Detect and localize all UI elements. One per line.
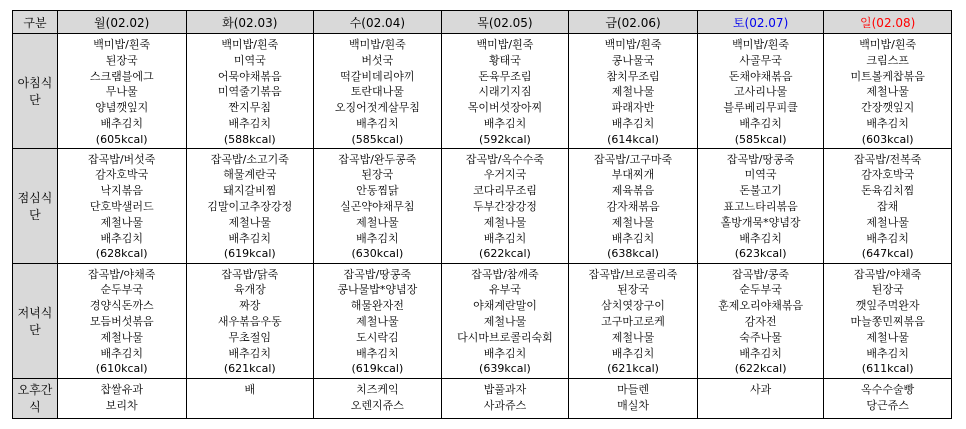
menu-item: 제철나물: [483, 314, 527, 328]
menu-item: (585kcal): [351, 132, 404, 146]
menu-item: 제철나물: [356, 314, 399, 328]
menu-item: 백미밥/흰죽: [859, 38, 917, 51]
weekly-meal-menu-table: [12, 10, 952, 419]
menu-item: 배추김치: [739, 116, 782, 130]
menu-cell-fri: [569, 148, 698, 263]
menu-item: 짜장: [239, 299, 261, 313]
menu-item: 제철나물: [866, 215, 909, 229]
menu-item: 황태국: [489, 53, 521, 67]
menu-cell-tue: [186, 263, 314, 378]
menu-item: 감자호박국: [861, 168, 915, 182]
menu-item: 잡곡밥/브로콜리죽: [588, 267, 678, 281]
day-header-tue: 화(02.03): [186, 11, 314, 34]
menu-item: (585kcal): [734, 132, 787, 146]
menu-item: (621kcal): [607, 362, 659, 376]
menu-item: 유부국: [489, 283, 521, 297]
menu-item: 훈제오리야채볶음: [718, 299, 804, 313]
menu-item: 매실차: [617, 398, 649, 412]
menu-item: 사과쥬스: [483, 398, 527, 412]
menu-item: 부대찌개: [611, 168, 655, 182]
menu-cell-tue: [186, 378, 314, 418]
menu-item: 배추김치: [356, 231, 399, 245]
menu-item: 배추김치: [356, 116, 399, 130]
menu-cell-sat: [697, 148, 824, 263]
day-header-thu: 목(02.05): [441, 11, 569, 34]
menu-item: 잡곡밥/전복죽: [853, 152, 922, 166]
day-header-fri: 금(02.06): [569, 11, 698, 34]
menu-item: (611kcal): [861, 362, 914, 376]
menu-item: 잡곡밥/참깨죽: [471, 267, 539, 281]
menu-item: 경양식돈까스: [89, 299, 154, 313]
menu-item: 스크램블에그: [89, 69, 154, 83]
menu-item: 해물계란국: [223, 168, 277, 182]
menu-item: 실곤약야채무침: [340, 199, 415, 213]
menu-cell-thu: [441, 148, 569, 263]
menu-cell-wed: [314, 34, 442, 149]
menu-cell-mon: [57, 34, 186, 149]
menu-cell-fri: [569, 378, 698, 418]
menu-item: 제육볶음: [611, 184, 655, 198]
menu-item: 된장국: [361, 168, 394, 182]
breakfast-row: [13, 34, 952, 149]
meal-row-header: 아침식단: [13, 34, 58, 149]
menu-item: 사골무국: [739, 53, 782, 67]
menu-item: 미역국: [233, 53, 266, 67]
menu-item: (639kcal): [479, 362, 531, 376]
menu-item: 된장국: [617, 283, 649, 297]
menu-item: 배추김치: [739, 231, 782, 245]
menu-cell-sun: [824, 378, 952, 418]
menu-cell-sun: [824, 263, 952, 378]
menu-item: (623kcal): [734, 247, 787, 261]
menu-item: 배추김치: [611, 116, 655, 130]
menu-cell-mon: [57, 263, 186, 378]
menu-item: 단호박샐러드: [89, 199, 154, 213]
meal-row-header: 저녁식단: [13, 263, 58, 378]
menu-item: 배추김치: [866, 116, 909, 130]
menu-item: 홀방개묵*양념장: [720, 215, 801, 229]
menu-item: (603kcal): [861, 132, 914, 146]
menu-item: 배추김치: [228, 231, 272, 245]
menu-item: 된장국: [105, 53, 138, 67]
menu-item: 제철나물: [611, 330, 655, 344]
menu-item: (647kcal): [861, 247, 914, 261]
menu-item: (592kcal): [479, 132, 531, 146]
menu-item: 배추김치: [611, 346, 655, 360]
menu-item: 숙주나물: [739, 330, 782, 344]
menu-item: 배추김치: [483, 116, 527, 130]
menu-item: 잡곡밥/땅콩죽: [343, 267, 412, 281]
menu-item: 무나물: [105, 85, 138, 99]
menu-item: 야채계란말이: [473, 299, 537, 313]
menu-item: 오징어젓게살무침: [334, 101, 420, 115]
menu-item: 보리차: [105, 398, 138, 412]
menu-item: 고사리나물: [734, 85, 788, 99]
snack-row: [13, 378, 952, 418]
menu-item: 김말이고추장강정: [207, 199, 293, 213]
menu-item: 백미밥/흰죽: [604, 38, 662, 51]
menu-cell-fri: [569, 34, 698, 149]
menu-item: 감자호박국: [95, 168, 149, 182]
menu-item: 깻잎주먹완자: [855, 299, 920, 313]
menu-cell-fri: [569, 263, 698, 378]
menu-item: 제철나물: [100, 330, 143, 344]
menu-cell-sun: [824, 34, 952, 149]
menu-item: 돼지갈비찜: [223, 184, 277, 198]
menu-item: 짠지무침: [228, 101, 272, 115]
menu-item: 제철나물: [483, 215, 527, 229]
menu-item: 배추김치: [228, 346, 272, 360]
menu-item: 잡채: [877, 199, 899, 213]
menu-item: 삼치엿장구이: [601, 299, 665, 313]
corner-header: 구분: [13, 11, 58, 34]
menu-item: 당근쥬스: [866, 398, 909, 412]
menu-item: 양념깻잎지: [95, 101, 149, 115]
menu-item: 우거지국: [483, 168, 527, 182]
menu-item: 돈육무조림: [478, 69, 532, 83]
menu-item: 표고느타리볶음: [723, 199, 798, 213]
menu-cell-mon: [57, 378, 186, 418]
menu-item: 배추김치: [483, 231, 527, 245]
day-header-mon: 월(02.02): [57, 11, 186, 34]
menu-cell-sun: [824, 148, 952, 263]
menu-item: (622kcal): [734, 362, 787, 376]
menu-item: 오렌지쥬스: [350, 398, 404, 412]
menu-item: 밥풀과자: [483, 382, 527, 396]
menu-item: 제철나물: [228, 215, 272, 229]
menu-cell-sat: [697, 378, 824, 418]
menu-item: (630kcal): [351, 247, 404, 261]
header-row: [13, 11, 952, 34]
menu-item: 제철나물: [866, 85, 909, 99]
menu-item: 미역국: [744, 168, 777, 182]
menu-item: 어묵야채볶음: [217, 69, 282, 83]
menu-item: (622kcal): [479, 247, 531, 261]
menu-item: 미역줄기볶음: [217, 85, 282, 99]
menu-item: 배추김치: [100, 116, 143, 130]
menu-item: (638kcal): [607, 247, 659, 261]
menu-item: (614kcal): [607, 132, 659, 146]
menu-item: 배추김치: [866, 231, 909, 245]
menu-item: 콩나물국: [611, 53, 655, 67]
menu-item: 해물완자전: [350, 299, 404, 313]
menu-item: 버섯국: [361, 53, 394, 67]
menu-item: 다시마브로콜리숙회: [457, 330, 553, 344]
menu-item: 블루베리무피클: [723, 101, 798, 115]
meal-row-header: 점심식단: [13, 148, 58, 263]
menu-item: 제철나물: [611, 215, 655, 229]
menu-item: (588kcal): [223, 132, 276, 146]
menu-item: 마들렌: [617, 382, 649, 396]
menu-item: (621kcal): [223, 362, 276, 376]
menu-item: 콩나물밥*양념장: [337, 283, 418, 297]
menu-item: 크림스프: [866, 53, 909, 67]
menu-item: 배추김치: [100, 346, 143, 360]
menu-cell-thu: [441, 378, 569, 418]
lunch-row: [13, 148, 952, 263]
menu-item: 백미밥/흰죽: [221, 38, 279, 51]
menu-item: 치즈케익: [356, 382, 399, 396]
menu-item: 순두부국: [739, 283, 782, 297]
menu-item: 모듬버섯볶음: [89, 314, 154, 328]
menu-item: 백미밥/흰죽: [348, 38, 406, 51]
menu-item: 제철나물: [356, 215, 399, 229]
menu-item: 잡곡밥/옥수수죽: [465, 152, 544, 166]
menu-item: 토란대나물: [350, 85, 404, 99]
menu-item: 배추김치: [739, 346, 782, 360]
menu-item: 감자채볶음: [606, 199, 660, 213]
menu-item: 시래기지짐: [478, 85, 532, 99]
menu-item: 고구마고로케: [601, 314, 665, 328]
menu-item: 목이버섯장아찌: [467, 101, 543, 115]
menu-item: 옥수수술빵: [861, 382, 915, 396]
menu-item: 배추김치: [483, 346, 527, 360]
menu-item: 육개장: [233, 283, 266, 297]
menu-cell-wed: [314, 263, 442, 378]
menu-item: 파래자반: [611, 101, 655, 115]
menu-item: 돈채야채볶음: [728, 69, 793, 83]
menu-cell-wed: [314, 148, 442, 263]
menu-item: 돈불고기: [739, 184, 782, 198]
menu-item: 백미밥/흰죽: [93, 38, 151, 51]
menu-item: (619kcal): [223, 247, 276, 261]
menu-item: 간장깻잎지: [861, 101, 915, 115]
menu-cell-tue: [186, 148, 314, 263]
menu-item: 새우볶음우동: [217, 314, 282, 328]
menu-item: 제철나물: [866, 330, 909, 344]
menu-item: 떡갈비데리야끼: [340, 69, 415, 83]
menu-item: 잡곡밥/야채죽: [853, 267, 922, 281]
menu-cell-mon: [57, 148, 186, 263]
menu-item: 안동찜닭: [356, 184, 399, 198]
menu-item: 찹쌀유과: [100, 382, 143, 396]
menu-item: 백미밥/흰죽: [476, 38, 534, 51]
menu-item: 배추김치: [228, 116, 272, 130]
menu-item: 배추김치: [611, 231, 655, 245]
menu-item: 참치무조림: [606, 69, 660, 83]
day-header-wed: 수(02.04): [314, 11, 442, 34]
menu-item: 무초절임: [228, 330, 272, 344]
menu-item: 도시락김: [356, 330, 399, 344]
menu-item: 코다리무조림: [473, 184, 537, 198]
menu-item: (605kcal): [95, 132, 148, 146]
menu-item: 잡곡밥/야채죽: [87, 267, 156, 281]
menu-item: 배추김치: [100, 231, 143, 245]
menu-item: 제철나물: [100, 215, 143, 229]
menu-item: 배추김치: [356, 346, 399, 360]
menu-cell-sat: [697, 34, 824, 149]
menu-cell-thu: [441, 34, 569, 149]
menu-item: 두부간장강정: [473, 199, 537, 213]
menu-cell-thu: [441, 263, 569, 378]
menu-item: 잡곡밥/고구마죽: [593, 152, 673, 166]
menu-cell-wed: [314, 378, 442, 418]
menu-item: (628kcal): [95, 247, 148, 261]
menu-item: 잡곡밥/콩죽: [732, 267, 790, 281]
menu-item: 잡곡밥/버섯죽: [87, 152, 156, 166]
menu-item: 잡곡밥/닭죽: [221, 267, 279, 281]
menu-item: 배: [244, 382, 256, 396]
menu-item: 순두부국: [100, 283, 143, 297]
menu-item: 돈육김치찜: [861, 184, 915, 198]
menu-item: 사과: [749, 382, 772, 396]
menu-item: 된장국: [871, 283, 904, 297]
menu-item: 낙지볶음: [100, 184, 143, 198]
dinner-row: [13, 263, 952, 378]
menu-item: 감자전: [744, 314, 777, 328]
menu-item: 배추김치: [866, 346, 909, 360]
day-header-sun: 일(02.08): [824, 11, 952, 34]
menu-item: 미트볼케찹볶음: [850, 69, 925, 83]
menu-item: 잡곡밥/땅콩죽: [726, 152, 795, 166]
menu-item: 잡곡밥/소고기죽: [210, 152, 289, 166]
menu-cell-tue: [186, 34, 314, 149]
menu-item: (619kcal): [351, 362, 404, 376]
menu-item: (610kcal): [95, 362, 148, 376]
menu-item: 잡곡밥/완두콩죽: [338, 152, 417, 166]
menu-cell-sat: [697, 263, 824, 378]
menu-item: 제철나물: [611, 85, 655, 99]
menu-item: 마늘쫑민찌볶음: [850, 314, 925, 328]
meal-row-header: 오후간식: [13, 378, 58, 418]
day-header-sat: 토(02.07): [697, 11, 824, 34]
menu-item: 백미밥/흰죽: [732, 38, 790, 51]
